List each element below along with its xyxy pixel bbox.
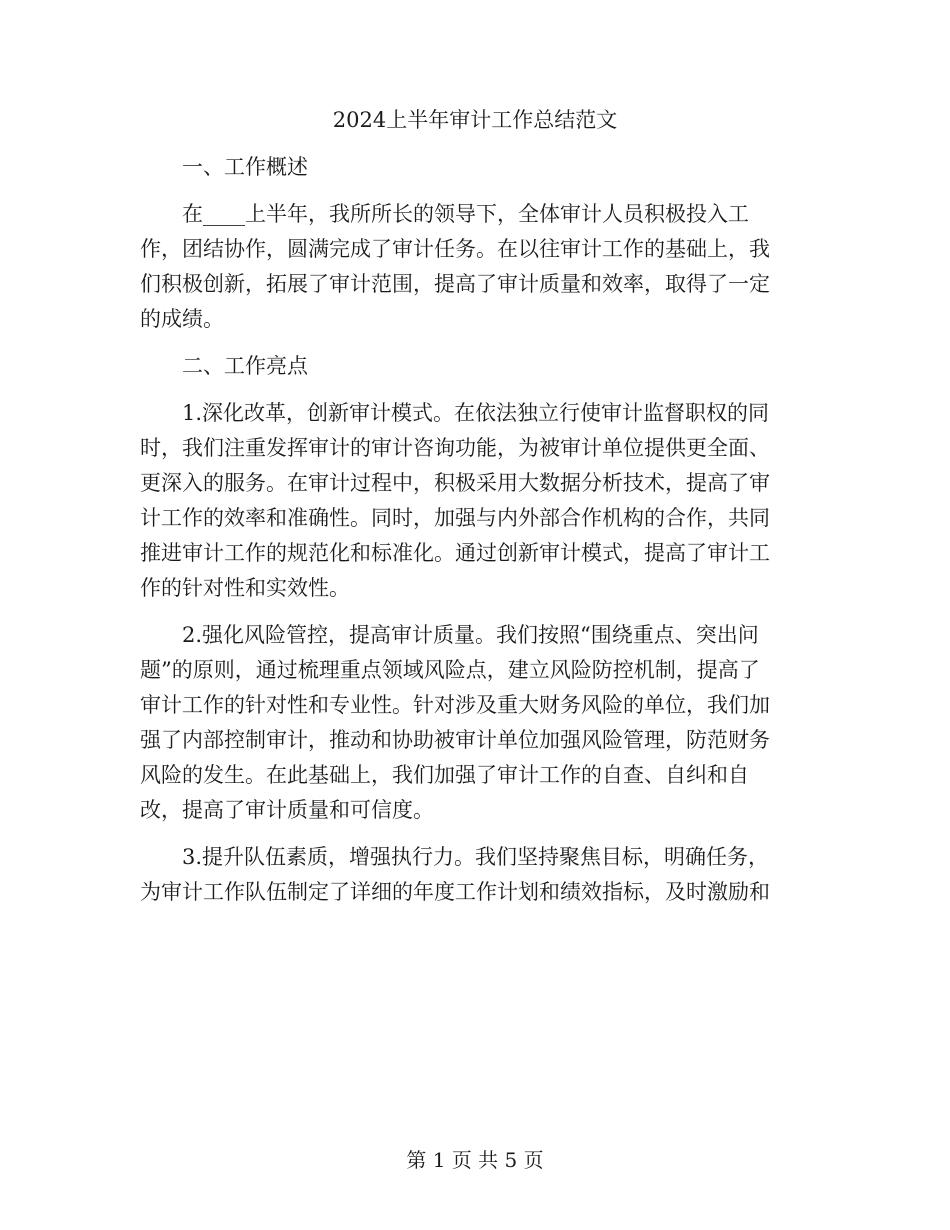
document-body [140,150,800,910]
paragraph-line: 们积极创新，拓展了审计范围，提高了审计质量和效率，取得了一定 [140,272,770,296]
paragraph-line: 更深入的服务。在审计过程中，积极采用大数据分析技术，提高了审 [140,471,770,495]
paragraph-line: 在____上半年，我所所长的领导下，全体审计人员积极投入工 [182,202,749,226]
paragraph-line: 审计工作的针对性和专业性。针对涉及重大财务风险的单位，我们加 [140,693,770,717]
paragraph-line: 的成绩。 [140,307,224,331]
paragraph-line: 作，团结协作，圆满完成了审计任务。在以往审计工作的基础上，我 [140,237,770,261]
paragraph-line: 题”的原则，通过梳理重点领域风险点，建立风险防控机制，提高了 [140,658,760,682]
paragraph-item-2 [140,618,800,828]
paragraph-line: 推进审计工作的规范化和标准化。通过创新审计模式，提高了审计工 [140,541,770,565]
paragraph-line: 2.强化风险管控，提高审计质量。我们按照“围绕重点、突出问 [182,623,759,647]
paragraph-line: 改，提高了审计质量和可信度。 [140,798,434,822]
section-heading-overview: 一、工作概述 [182,155,308,179]
paragraph-item-1 [140,396,800,606]
paragraph-item-3 [140,840,800,910]
paragraph-line: 风险的发生。在此基础上，我们加强了审计工作的自查、自纠和自 [140,763,749,787]
section-heading-highlights: 二、工作亮点 [182,354,308,378]
paragraph-line: 计工作的效率和准确性。同时，加强与内外部合作机构的合作，共同 [140,506,770,530]
paragraph-line: 强了内部控制审计，推动和协助被审计单位加强风险管理，防范财务 [140,728,770,752]
page-footer: 第 1 页 共 5 页 [406,1148,544,1172]
paragraph-overview [140,197,800,337]
paragraph-line: 1.深化改革，创新审计模式。在依法独立行使审计监督职权的同 [182,401,770,425]
paragraph-line: 3.提升队伍素质，增强执行力。我们坚持聚焦目标，明确任务， [182,845,770,869]
paragraph-line: 时，我们注重发挥审计的审计咨询功能，为被审计单位提供更全面、 [140,436,770,460]
paragraph-line: 作的针对性和实效性。 [140,576,350,600]
document-title: 2024上半年审计工作总结范文 [332,108,618,132]
paragraph-line: 为审计工作队伍制定了详细的年度工作计划和绩效指标，及时激励和 [140,880,770,904]
